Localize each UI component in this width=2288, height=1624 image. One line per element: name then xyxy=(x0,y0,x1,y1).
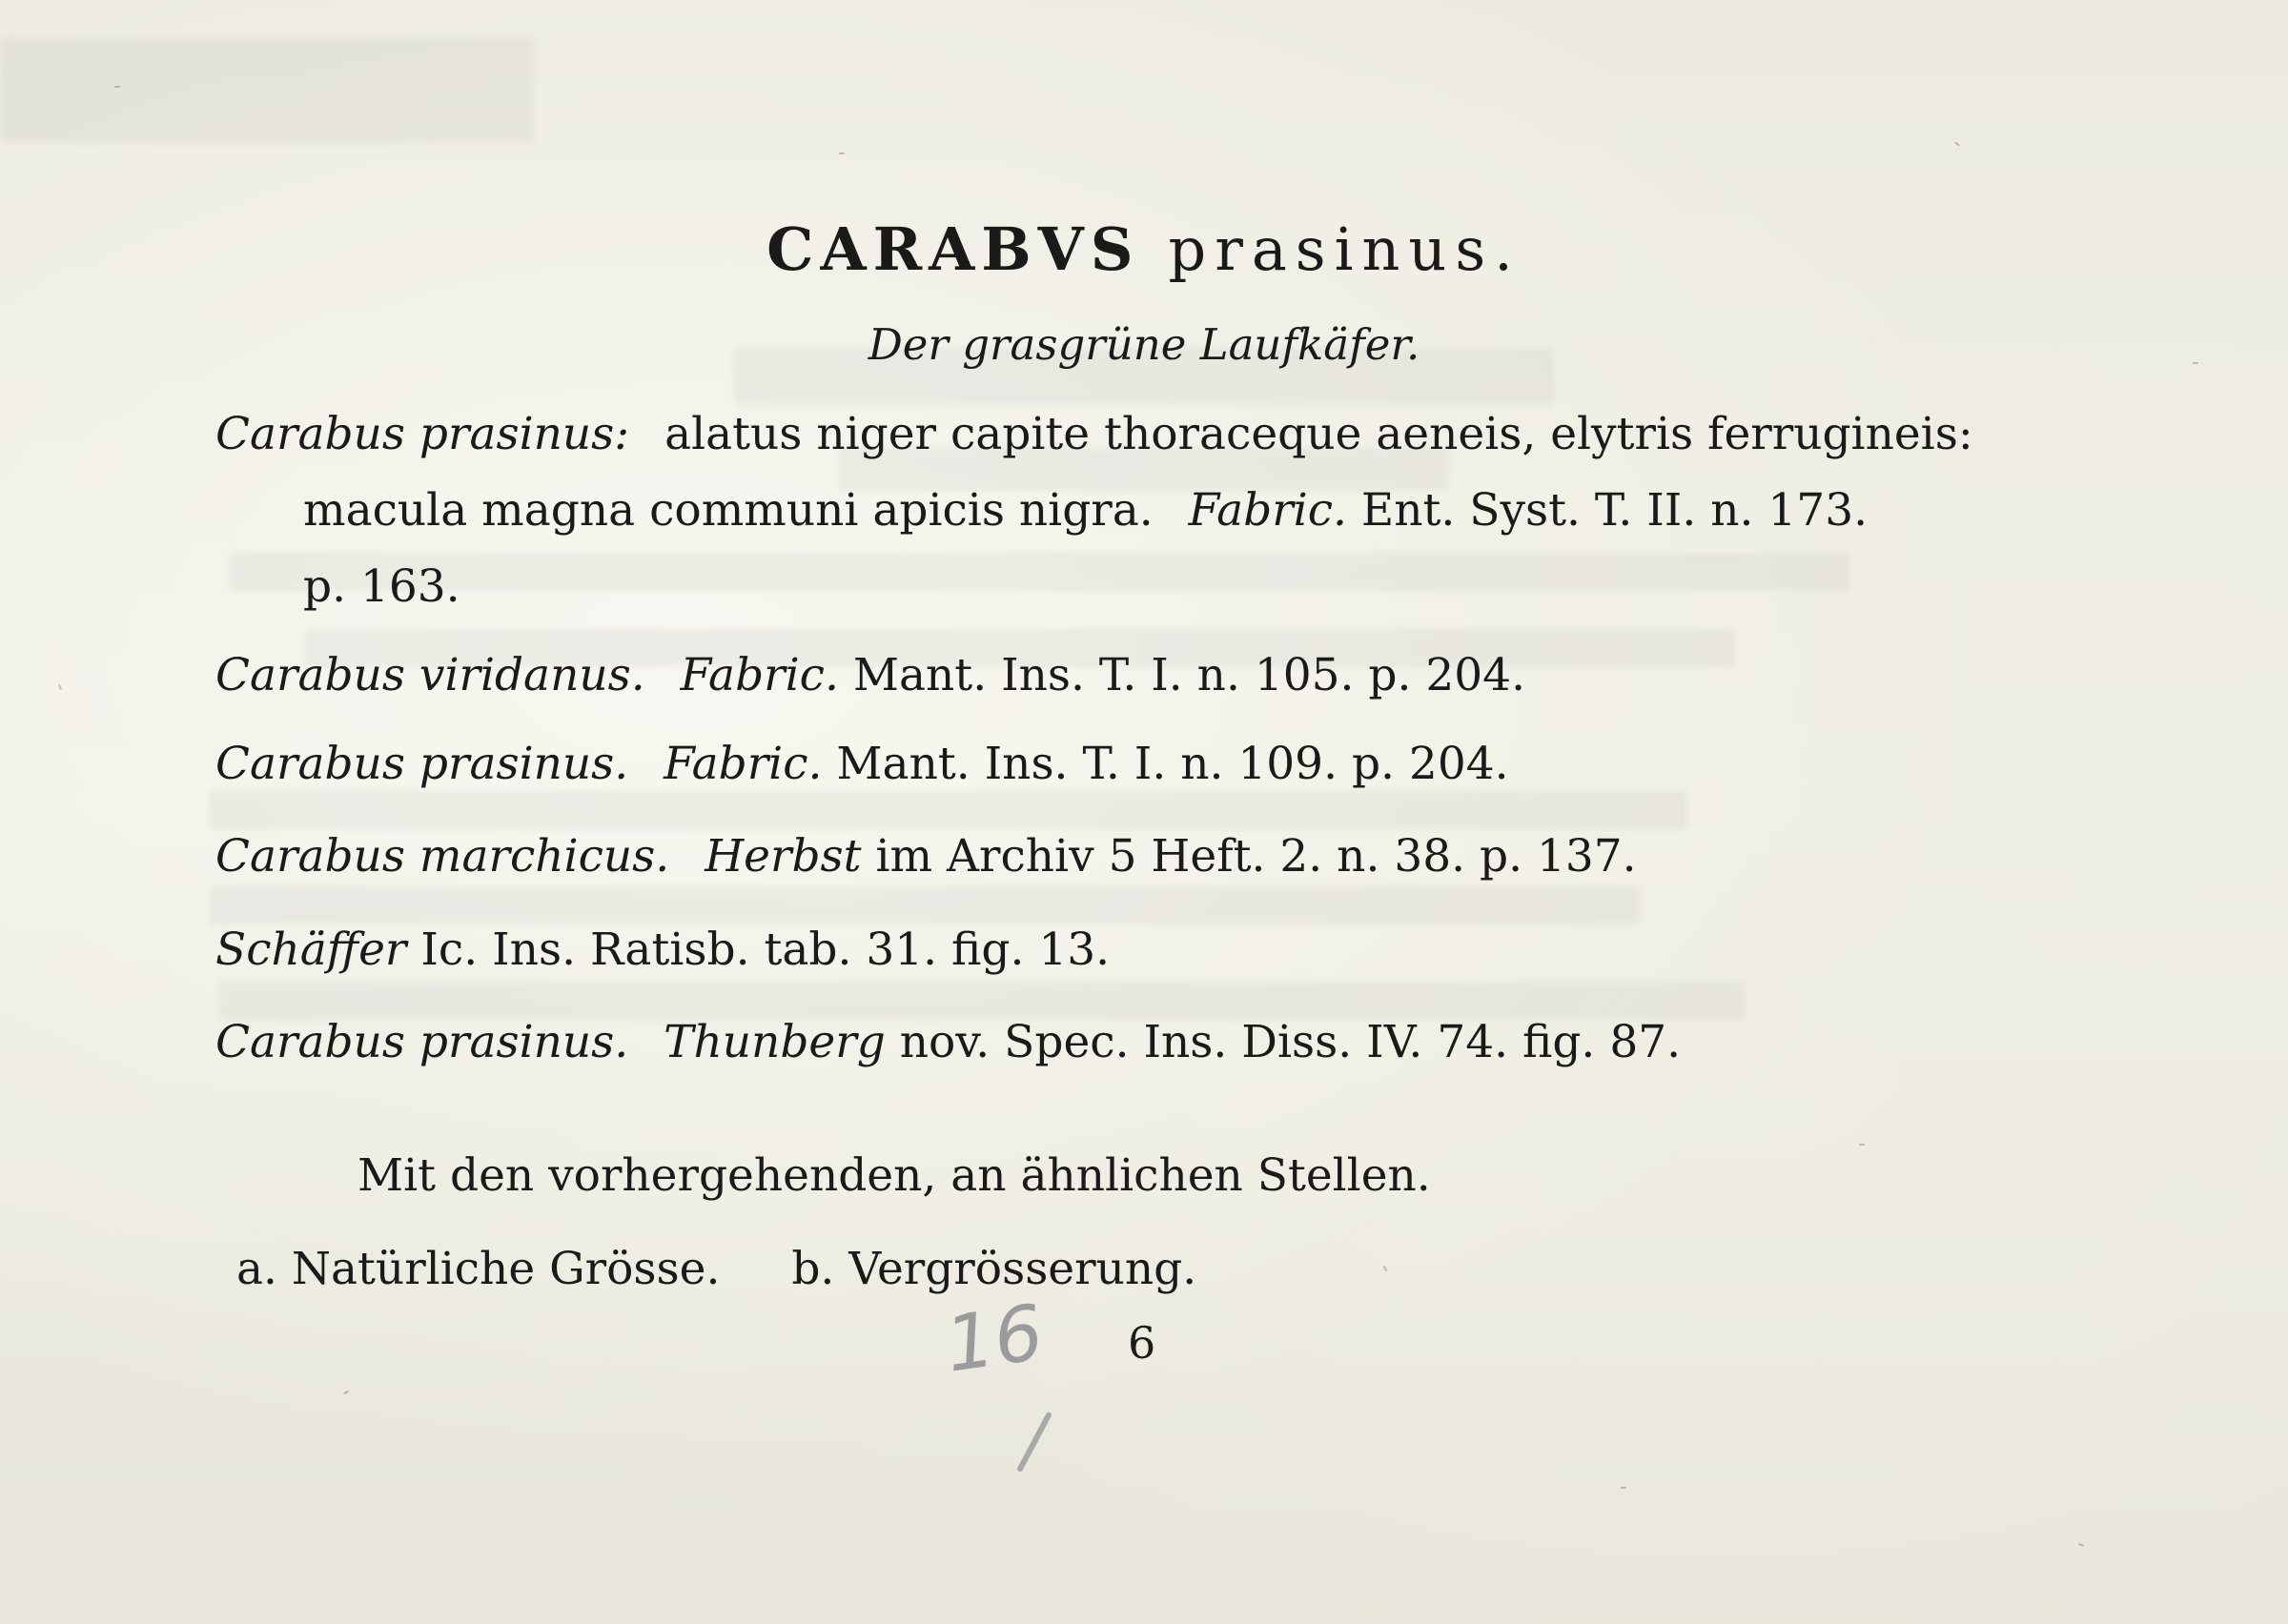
synonym-entry-line xyxy=(215,408,1973,460)
show-through-smudge xyxy=(219,982,1745,1020)
author-name: Herbst xyxy=(705,830,862,883)
show-through-smudge xyxy=(210,886,1640,924)
author-name: Fabric. xyxy=(664,738,823,790)
paper-fleck xyxy=(58,684,62,690)
show-through-smudge xyxy=(229,553,1849,591)
author-name: Fabric. xyxy=(680,649,839,701)
synonym-reference: im Archiv 5 Heft. 2. n. 38. p. 137. xyxy=(875,830,1637,883)
figure-a-caption: a. Natürliche Grösse. xyxy=(236,1243,721,1295)
synonym-entry-line xyxy=(215,830,1637,883)
page-number: 6 xyxy=(1128,1317,1156,1369)
paper-fleck xyxy=(1954,141,1960,146)
common-name: Der grasgrüne Laufkäfer. xyxy=(868,319,1420,370)
species-name: prasinus. xyxy=(1168,214,1522,284)
synonym-reference: nov. Spec. Ins. Diss. IV. 74. fig. 87. xyxy=(899,1016,1682,1068)
synonym-reference: Ic. Ins. Ratisb. tab. 31. fig. 13. xyxy=(420,924,1111,976)
synonym-entry-line xyxy=(215,649,1526,701)
paper-fleck xyxy=(1621,1487,1626,1489)
paper-fleck xyxy=(839,152,845,154)
author-name: Thunberg xyxy=(664,1016,886,1068)
synonym-entry-line xyxy=(303,484,1869,537)
paper-fleck xyxy=(1859,1144,1865,1146)
show-through-smudge xyxy=(210,791,1687,829)
synonym-name: Carabus prasinus. xyxy=(215,738,629,790)
paper-fleck xyxy=(2078,1543,2084,1547)
paper-fleck xyxy=(1383,1266,1388,1271)
figure-legend xyxy=(236,1243,1197,1295)
show-through-smudge xyxy=(0,38,534,143)
synonym-entry-line xyxy=(215,738,1509,790)
synonym-reference: p. 163. xyxy=(303,560,460,613)
synonym-entry-line xyxy=(303,560,460,613)
paper-fleck xyxy=(343,1391,349,1395)
synonym-reference: Ent. Syst. T. II. n. 173. xyxy=(1360,484,1869,537)
species-heading xyxy=(0,214,2288,284)
synonym-text: macula magna communi apicis nigra. xyxy=(303,484,1154,537)
pencil-stroke xyxy=(1016,1411,1052,1473)
synonym-name: Carabus prasinus. xyxy=(215,1016,629,1068)
synonym-name: Carabus viridanus. xyxy=(215,649,645,701)
paper-fleck xyxy=(114,86,120,88)
synonym-name: Carabus marchicus. xyxy=(215,830,670,883)
synonym-reference: Mant. Ins. T. I. n. 105. p. 204. xyxy=(852,649,1526,701)
synonym-entry-line xyxy=(215,1016,1682,1068)
habitat-note: Mit den vorhergehenden, an ähnlichen Stellen. xyxy=(358,1149,1431,1202)
synonym-reference: Mant. Ins. T. I. n. 109. p. 204. xyxy=(836,738,1509,790)
pencil-annotation: 16 xyxy=(940,1288,1049,1390)
genus-name: CARABVS xyxy=(766,214,1140,284)
author-name: Fabric. xyxy=(1188,484,1347,537)
synonym-entry-line xyxy=(215,924,1111,976)
figure-b-caption: b. Vergrösserung. xyxy=(791,1243,1197,1295)
synonym-name: Carabus prasinus: xyxy=(215,408,630,460)
synonym-text: alatus niger capite thoraceque aeneis, elytris ferrugineis: xyxy=(664,408,1973,460)
author-name: Schäffer xyxy=(215,924,407,976)
